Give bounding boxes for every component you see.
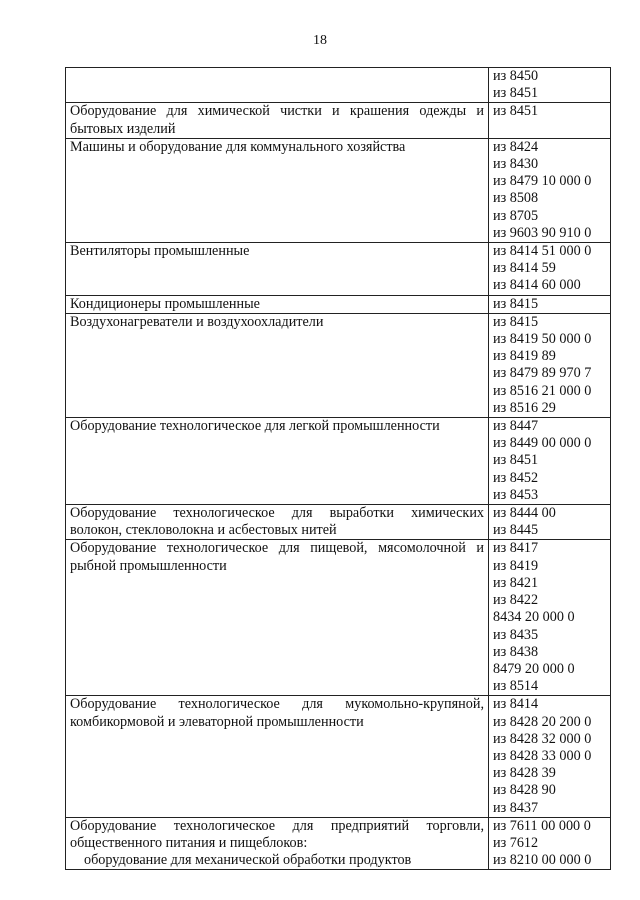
equipment-description-cell: [66, 295, 489, 313]
equipment-description-cell: [66, 103, 489, 138]
tn-ved-code: из 8514: [493, 678, 539, 695]
equipment-description-cell: [66, 68, 489, 103]
equipment-description: Оборудование технологическое для легкой промышленности: [70, 418, 440, 435]
tn-ved-code-cell: [489, 103, 611, 138]
tn-ved-code-cell: [489, 243, 611, 296]
tn-ved-code: из 8447: [493, 418, 539, 435]
equipment-description-cell: [66, 540, 489, 696]
tn-ved-code: из 8516 29: [493, 399, 556, 416]
tn-ved-code: из 8516 21 000 0: [493, 382, 592, 399]
equipment-description-cell: [66, 505, 489, 540]
table-row: [66, 243, 611, 296]
tn-ved-code: из 8451: [493, 85, 539, 102]
tn-ved-code: из 8435: [493, 626, 539, 643]
table-row: [66, 295, 611, 313]
equipment-description: Оборудование технологическое для предприятий торговли, общественного питания и пищеблоков:: [70, 817, 484, 851]
equipment-description: Воздухонагреватели и воздухоохладители: [70, 313, 324, 330]
table-row: [66, 103, 611, 138]
tn-ved-code: из 8428 32 000 0: [493, 730, 592, 747]
equipment-description-cell: [66, 418, 489, 505]
tn-ved-code-cell: [489, 418, 611, 505]
tn-ved-code: из 8428 90: [493, 782, 556, 799]
tn-ved-code: из 8417: [493, 540, 539, 557]
equipment-description: Машины и оборудование для коммунального хозяйства: [70, 138, 406, 155]
equipment-description: Кондиционеры промышленные: [70, 295, 260, 312]
customs-code-table: [65, 67, 611, 870]
equipment-description: Оборудование для химической чистки и крашения одежды и бытовых изделий: [70, 103, 484, 137]
tn-ved-code: из 8428 20 200 0: [493, 713, 592, 730]
tn-ved-code: из 8424: [493, 138, 539, 155]
tn-ved-code-cell: [489, 817, 611, 870]
tn-ved-code: из 8419 50 000 0: [493, 331, 592, 348]
tn-ved-code: 8434 20 000 0: [493, 609, 575, 626]
tn-ved-code: из 8419: [493, 557, 539, 574]
tn-ved-code: из 8479 10 000 0: [493, 173, 592, 190]
tn-ved-code: из 8428 33 000 0: [493, 747, 592, 764]
equipment-description: Оборудование технологическое для выработки химических волокон, стекловолокна и асбестовых нитей: [70, 505, 484, 539]
tn-ved-code: из 8449 00 000 0: [493, 435, 592, 452]
tn-ved-code: из 8430: [493, 156, 539, 173]
table-row: [66, 540, 611, 696]
tn-ved-code: из 8414: [493, 696, 539, 713]
tn-ved-code: из 8705: [493, 207, 539, 224]
tn-ved-code: из 8419 89: [493, 348, 556, 365]
tn-ved-code: из 8210 00 000 0: [493, 852, 592, 869]
equipment-description-cell: [66, 313, 489, 417]
tn-ved-code: из 8451: [493, 452, 539, 469]
tn-ved-code: из 8444 00: [493, 505, 556, 522]
equipment-description: Оборудование технологическое для пищевой, мясомолочной и рыбной промышленности: [70, 540, 484, 574]
tn-ved-code: 8479 20 000 0: [493, 660, 575, 677]
tn-ved-code: из 8453: [493, 486, 539, 503]
tn-ved-code: из 7611 00 000 0: [493, 817, 591, 834]
tn-ved-code: из 8414 51 000 0: [493, 243, 592, 260]
tn-ved-code: из 8415: [493, 295, 539, 312]
tn-ved-code: из 8438: [493, 643, 539, 660]
tn-ved-code-cell: [489, 540, 611, 696]
equipment-description-cell: [66, 696, 489, 817]
table-row: [66, 817, 611, 870]
tn-ved-code: из 8414 59: [493, 260, 556, 277]
equipment-description: Вентиляторы промышленные: [70, 243, 250, 260]
tn-ved-code: из 8450: [493, 68, 539, 84]
tn-ved-code: из 8451: [493, 103, 539, 120]
tn-ved-code: из 8414 60 000: [493, 277, 581, 294]
equipment-description-cell: [66, 138, 489, 242]
table-row: [66, 505, 611, 540]
tn-ved-code-cell: [489, 505, 611, 540]
tn-ved-code: из 8415: [493, 313, 539, 330]
table-row: [66, 313, 611, 417]
tn-ved-code: из 8445: [493, 522, 539, 539]
equipment-description-cell: [66, 243, 489, 296]
table-row: [66, 696, 611, 817]
tn-ved-code: из 8508: [493, 190, 539, 207]
tn-ved-code: из 8479 89 970 7: [493, 365, 592, 382]
tn-ved-code-cell: [489, 138, 611, 242]
table-row: [66, 138, 611, 242]
tn-ved-code-cell: [489, 696, 611, 817]
tn-ved-code-cell: [489, 313, 611, 417]
equipment-description: оборудование для механической обработки продуктов: [84, 852, 412, 869]
tn-ved-code-cell: [489, 295, 611, 313]
tn-ved-code: из 8452: [493, 469, 539, 486]
table-row: [66, 68, 611, 103]
equipment-description: Оборудование технологическое для мукомольно-крупяной, комбикормовой и элеваторной промышленности: [70, 696, 484, 730]
tn-ved-code: из 9603 90 910 0: [493, 224, 592, 241]
tn-ved-code: из 7612: [493, 834, 539, 851]
tn-ved-code-cell: [489, 68, 611, 103]
page-number: 18: [313, 33, 327, 48]
tn-ved-code: из 8422: [493, 592, 539, 609]
table-body: [66, 68, 611, 870]
tn-ved-code: из 8437: [493, 799, 539, 816]
tn-ved-code: из 8428 39: [493, 765, 556, 782]
table-row: [66, 418, 611, 505]
tn-ved-code: из 8421: [493, 574, 539, 591]
equipment-description-cell: [66, 817, 489, 870]
